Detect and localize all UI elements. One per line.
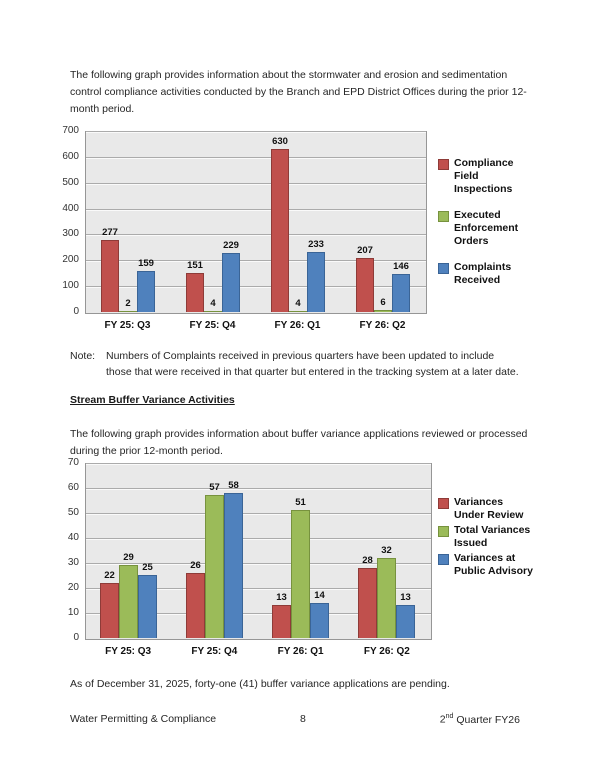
bar-value-label: 229 (223, 240, 239, 251)
legend-item (438, 552, 536, 578)
buffer-variance-chart (58, 458, 542, 660)
bar-value-label: 57 (209, 482, 220, 493)
footer-left: Water Permitting & Compliance (70, 713, 217, 725)
bar (119, 565, 138, 638)
bar (137, 271, 155, 312)
legend-item (438, 496, 536, 522)
legend (438, 496, 536, 580)
y-axis-tick-label: 100 (62, 280, 79, 291)
bar-value-label: 26 (190, 560, 201, 571)
legend-label: Compliance Field Inspections (454, 157, 514, 195)
gridline (86, 131, 426, 132)
bar-value-label: 6 (380, 297, 386, 308)
y-axis-tick-label: 40 (67, 532, 79, 543)
category-label: FY 25: Q3 (105, 646, 152, 657)
gridline (86, 488, 431, 489)
y-axis-tick-label: 600 (62, 151, 79, 162)
bar-value-label: 630 (272, 136, 288, 147)
bar (224, 493, 243, 638)
footer-right-label: Quarter FY26 (456, 713, 520, 726)
y-axis-tick-label: 0 (73, 306, 79, 317)
note-text: Numbers of Complaints received in previous quarters have been updated to include those that were received in that quarter but entered in the tracking system at a later date. (106, 350, 519, 378)
bar (100, 583, 119, 638)
gridline (86, 157, 426, 158)
y-axis-tick-label: 70 (67, 457, 79, 468)
bar-value-label: 233 (308, 239, 324, 250)
bar-value-label: 22 (104, 570, 115, 581)
legend-label: Complaints Received (454, 261, 512, 286)
gridline (86, 513, 431, 514)
bar-value-label: 4 (210, 298, 216, 309)
bar (205, 495, 224, 638)
bar-value-label: 159 (138, 258, 154, 269)
intro-paragraph-1: The following graph provides information about the stormwater and erosion and sedimentation control compliance activities conducted by the Branch and EPD District Offices during the prior 12-month period. (70, 69, 527, 115)
bar (392, 274, 410, 312)
y-axis-tick-label: 700 (62, 125, 79, 136)
bar-value-label: 29 (123, 552, 134, 563)
closing-text: As of December 31, 2025, forty-one (41) buffer variance applications are pending. (70, 678, 450, 690)
legend-swatch-icon (438, 554, 449, 565)
bar-value-label: 28 (362, 555, 373, 566)
category-label: FY 25: Q4 (191, 646, 238, 657)
bar (222, 253, 240, 312)
bar (374, 310, 392, 312)
note (70, 348, 522, 380)
note-label: Note: (70, 350, 96, 362)
bar (291, 510, 310, 638)
y-axis-tick-label: 60 (67, 482, 79, 493)
bar (358, 568, 377, 638)
bar (204, 311, 222, 312)
y-axis-tick-label: 300 (62, 228, 79, 239)
legend-label: Executed Enforcement Orders (454, 209, 519, 247)
gridline (86, 463, 431, 464)
bar (272, 605, 291, 638)
compliance-activities-chart (58, 125, 542, 337)
bar (119, 311, 137, 312)
bar (310, 603, 329, 638)
bar-value-label: 58 (228, 480, 239, 491)
legend-item (438, 261, 536, 287)
gridline (86, 209, 426, 210)
bar-value-label: 14 (314, 590, 325, 601)
footer-right-ordinal: nd (445, 713, 454, 720)
intro-paragraph-2: The following graph provides information about buffer variance applications reviewed or processed during the prior 12-month period. (70, 428, 528, 457)
category-label: FY 26: Q1 (277, 646, 324, 657)
bar-value-label: 4 (295, 298, 301, 309)
category-label: FY 26: Q2 (359, 320, 406, 331)
bar (289, 311, 307, 312)
section-heading: Stream Buffer Variance Activities (70, 394, 235, 406)
legend-swatch-icon (438, 263, 449, 274)
bar (271, 149, 289, 312)
category-label: FY 25: Q3 (104, 320, 151, 331)
legend-item (438, 157, 536, 196)
bar-value-label: 25 (142, 562, 153, 573)
category-label: FY 26: Q1 (274, 320, 321, 331)
footer-right-number: 2 (439, 713, 446, 726)
legend-label: Total Variances Issued (454, 524, 531, 549)
legend-item (438, 524, 536, 550)
gridline (86, 183, 426, 184)
bar-value-label: 13 (276, 592, 287, 603)
y-axis-tick-label: 10 (67, 607, 79, 618)
legend-swatch-icon (438, 211, 449, 222)
bar (396, 605, 415, 638)
bar-value-label: 13 (400, 592, 411, 603)
bar-value-label: 32 (381, 545, 392, 556)
y-axis-tick-label: 400 (62, 203, 79, 214)
y-axis-tick-label: 0 (73, 632, 79, 643)
legend-item (438, 209, 536, 248)
legend-label: Variances at Public Advisory (454, 552, 533, 577)
legend-label: Variances Under Review (454, 496, 524, 521)
bar (138, 575, 157, 638)
legend-swatch-icon (438, 498, 449, 509)
category-label: FY 26: Q2 (363, 646, 410, 657)
footer-right (440, 713, 520, 726)
y-axis-tick-label: 50 (67, 507, 79, 518)
bar (307, 252, 325, 312)
bar-value-label: 51 (295, 497, 306, 508)
bar-value-label: 151 (187, 260, 203, 271)
category-label: FY 25: Q4 (189, 320, 236, 331)
bar-value-label: 146 (393, 261, 409, 272)
y-axis-tick-label: 500 (62, 177, 79, 188)
bar-value-label: 207 (357, 245, 373, 256)
bar (186, 573, 205, 638)
footer-page-number: 8 (300, 713, 306, 725)
y-axis-tick-label: 20 (67, 582, 79, 593)
gridline (86, 538, 431, 539)
bar-value-label: 2 (125, 298, 131, 309)
bar-value-label: 277 (102, 227, 118, 238)
legend (438, 157, 536, 300)
y-axis-tick-label: 30 (67, 557, 79, 568)
legend-swatch-icon (438, 159, 449, 170)
legend-swatch-icon (438, 526, 449, 537)
y-axis-tick-label: 200 (62, 254, 79, 265)
gridline (86, 234, 426, 235)
